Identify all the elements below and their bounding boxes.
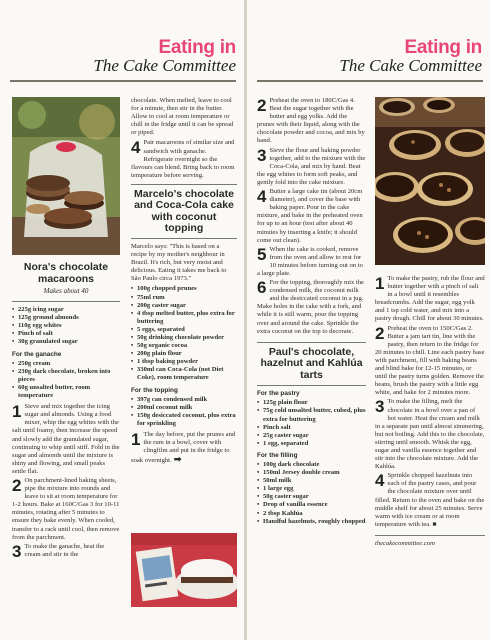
recipe-title: Nora's chocolate macaroons (23, 261, 109, 285)
step-text: The day before, put the prunes and the rum in a bowl, cover with clingfilm and put in the fridge to soak overnight. (131, 431, 236, 465)
step-number: 2 (12, 475, 22, 495)
left-page (0, 0, 244, 640)
step-number: 1 (375, 274, 385, 293)
subsection-heading: For the filling (257, 451, 298, 459)
step-text: To make the filling, melt the chocolate in a bowl over a pan of hot water. Heat the cream and milk in a separate pan until almost simmering, but not boiling. Add this to the chocolate, stirring until smooth. Whisk the egg, sugar and vanilla essence together and stir into the chocolate mixture. Add the Kahlúa. (375, 398, 485, 471)
ingredient: • 60g unsalted butter, room temperature (12, 384, 120, 400)
step-text: Sieve the flour and baking powder together, add to the mixture with the Coca-Cola, and mix by hand. Beat the egg whites to form soft peaks, and gently fold into the cake mixture. (257, 146, 366, 186)
website-link[interactable]: thecakecommittee.com (375, 539, 435, 547)
step-text: For the topping, thoroughly mix the condensed milk, the coconut milk and the desiccated coconut in a jug. Make holes in the cake with a fork, and while it is still warm, pour the topping over and around the cake. Sprinkle the extra coconut on the top to decorate. (257, 279, 364, 335)
ingredient: • 1 egg, separated (257, 440, 366, 448)
section-subtitle: The Cake Committee (339, 56, 482, 75)
step-number: 1 (12, 402, 22, 422)
end-mark-icon: ■ (432, 520, 437, 528)
method-step (257, 147, 366, 187)
step-number: 3 (12, 541, 22, 561)
section-subtitle: The Cake Committee (93, 56, 236, 75)
column-d (375, 275, 485, 548)
method-step (257, 188, 366, 245)
ingredient: • 5 eggs, separated (131, 326, 237, 334)
method-step (257, 246, 366, 278)
ingredient: • 230g dark chocolate, broken into pieces (12, 368, 120, 384)
method-step (257, 279, 366, 336)
method-step (375, 275, 485, 324)
section-title: Eating in (404, 37, 482, 58)
page-header (93, 38, 236, 74)
ingredient: • 50g caster sugar (257, 493, 366, 501)
step-number: 2 (375, 323, 385, 343)
method-step (131, 431, 237, 465)
step-number: 4 (375, 471, 385, 491)
ingredient: • 150g desiccated coconut, plus extra for sprinkling (131, 412, 237, 428)
section-title: Eating in (158, 37, 236, 58)
method-step (375, 472, 485, 529)
step-text: Preheat the oven to 150C/Gas 2. Butter a jam tart tin, line with the pastry, then return to the fridge for 20 minutes to chill. Line each pastry base with parchment, fill with baking beans and blind bake for 12-15 minutes, or until the pastry turns golden. Remove the beans, brush the pastry with a little egg white, and bake for 2 minutes more. (375, 324, 485, 397)
ingredient: • 397g can condensed milk (131, 396, 237, 404)
ingredient: • 2 tbsp Kahlúa (257, 510, 366, 518)
column-c (257, 97, 366, 529)
step-number: 1 (131, 430, 141, 449)
continue-arrow-icon: ➡ (171, 454, 182, 465)
ingredient: • 75ml rum (131, 294, 237, 302)
ingredient: • 125g ground almonds (12, 314, 120, 322)
method-step (257, 97, 366, 146)
step-text: To make the ganache, heat the cream and stir in the (24, 542, 105, 558)
ingredient: • 200g plain flour (131, 350, 237, 358)
divider (257, 385, 366, 386)
step-text: Sieve and mix together the icing sugar and almonds. Using a food mixer, whip the egg whites with the salt until foamy, then increase the speed and slowly add the granulated sugar, continuing to whip until stiff. Fold in the sugar and almonds until the mixture is shiny and flowing, and small peaks settle flat. (12, 403, 120, 475)
header-rule (10, 80, 236, 82)
ingredient-list (12, 360, 120, 400)
step-text: Butter a large cake tin (about 20cm diameter), and cover the base with baking paper. Pour in the cake mixture, and bake in the preheated oven for up to an hour (test after about 40 minutes by inserting a knife; it should come out clean). (257, 188, 363, 244)
ingredient: • Pinch of salt (12, 330, 120, 338)
right-page (247, 0, 490, 640)
ingredient: • 250g cream (12, 360, 120, 368)
ingredient: • 225g icing sugar (12, 306, 120, 314)
step-number: 2 (257, 96, 267, 115)
divider (12, 301, 120, 302)
ingredient: • 125g plain flour (257, 399, 366, 407)
recipe-yield: Makes about 40 (43, 287, 89, 295)
ingredient-list (12, 306, 120, 346)
recipe-intro: Marcelo says: "This is based on a recipe by my mother's neighbour in Brazil. It's rich, but very moist and delicious. Eating it takes me back to São Paulo circa 1973." (131, 242, 227, 283)
ingredient: • 50g organic cocoa (131, 342, 237, 350)
ingredient: • 110g egg whites (12, 322, 120, 330)
method-step (12, 477, 120, 542)
ingredient-list (257, 399, 366, 448)
recipe-title: Paul's chocolate, hazelnut and Kahlúa tarts (260, 345, 363, 381)
body-text: chocolate. When melted, leave to cool for a minute, then stir in the butter. Allow to cool at room temperature or chill in the fridge until it can be spread or piped. (131, 97, 234, 137)
step-number: 3 (375, 397, 385, 417)
divider (131, 184, 237, 185)
method-step (375, 325, 485, 398)
ingredient-list (131, 396, 237, 428)
ingredient: • 100g chopped prunes (131, 285, 237, 293)
ingredient: • Handful hazelnuts, roughly chopped (257, 518, 366, 526)
ingredient-list (257, 461, 366, 526)
method-step (375, 398, 485, 471)
divider (131, 238, 237, 239)
page-header (339, 38, 482, 74)
step-text: To make the pastry, rub the flour and butter together with a pinch of salt in a bowl until it resembles breadcrumbs. Add the sugar, egg yolk and 1 tsp cold water, and mix into a pastry dough. Chill for about 30 minutes. (375, 275, 485, 323)
recipe-title: Marcelo's chocolate and Coca-Cola cake with coconut topping (134, 187, 234, 235)
ingredient: • 30g granulated sugar (12, 338, 120, 346)
subsection-heading: For the topping (131, 386, 178, 394)
method-step (12, 403, 120, 476)
ingredient: • 200ml coconut milk (131, 404, 237, 412)
ingredient: • 25g caster sugar (257, 432, 366, 440)
ingredient: • Drop of vanilla essence (257, 501, 366, 509)
column-a (12, 258, 120, 560)
macaroons-photo (12, 97, 120, 255)
column-b (131, 97, 237, 466)
ingredient: • 75g cold unsalted butter, cubed, plus extra for buttering (257, 407, 366, 423)
method-step (12, 543, 120, 559)
step-number: 6 (257, 278, 267, 298)
ingredient: • 1 large egg (257, 485, 366, 493)
ingredient: • 100g dark chocolate (257, 461, 366, 469)
step-number: 4 (257, 187, 267, 207)
subsection-heading: For the pastry (257, 390, 300, 398)
step-text: Pair macaroons of similar size and sandwich with ganache. Refrigerate overnight so the flavours can blend. Bring back to room temperature before serving. (131, 139, 235, 179)
divider (375, 535, 485, 536)
step-text: When the cake is cooked, remove from the oven and allow to rest for 10 minutes before turning out on to a large plate. (257, 245, 363, 277)
divider (257, 342, 366, 343)
subsection-heading: For the ganache (12, 350, 62, 358)
ingredient: • 50ml milk (257, 477, 366, 485)
ingredient: • 200g caster sugar (131, 302, 237, 310)
tarts-photo (375, 97, 485, 265)
header-rule (257, 80, 483, 82)
step-number: 5 (257, 244, 267, 264)
ingredient: • 50g drinking chocolate powder (131, 334, 237, 342)
step-text: On parchment-lined baking sheets, pipe the mixture into rounds and leave to sit at room temperature for 1-2 hours. Bake at 160C/Gas 3 for 10-11 minutes, rotating after 5 minutes to ensure they bake evenly. When cooled, transfer to a rack until cool, then remove from the parchment. (12, 476, 120, 541)
step-number: 4 (131, 138, 141, 158)
step-number: 3 (257, 145, 267, 165)
ingredient-list (131, 285, 237, 382)
ingredient: • 150ml Jersey double cream (257, 469, 366, 477)
ingredient: • 1 tbsp baking powder (131, 358, 237, 366)
ingredient: • 4 tbsp melted butter, plus extra for buttering (131, 310, 237, 326)
coca-cola-cake-photo (131, 533, 237, 607)
ingredient: • 330ml can Coca-Cola (not Diet Coke), room temperature (131, 366, 237, 382)
step-text: Preheat the oven to 180C/Gas 4. Beat the sugar together with the butter and egg yolks. Add the prunes with their liquid, along with the chocolate powder and cocoa, and mix by hand. (257, 97, 365, 145)
step-text: Sprinkle chopped hazelnuts into each of the pastry cases, and pour the chocolate mixture over until filled. Return to the oven and bake on the middle shelf for about 25 minutes. Serve warm with ice cream or at room temperature with tea. (375, 472, 485, 528)
ingredient: • Pinch salt (257, 424, 366, 432)
method-step (131, 139, 237, 179)
